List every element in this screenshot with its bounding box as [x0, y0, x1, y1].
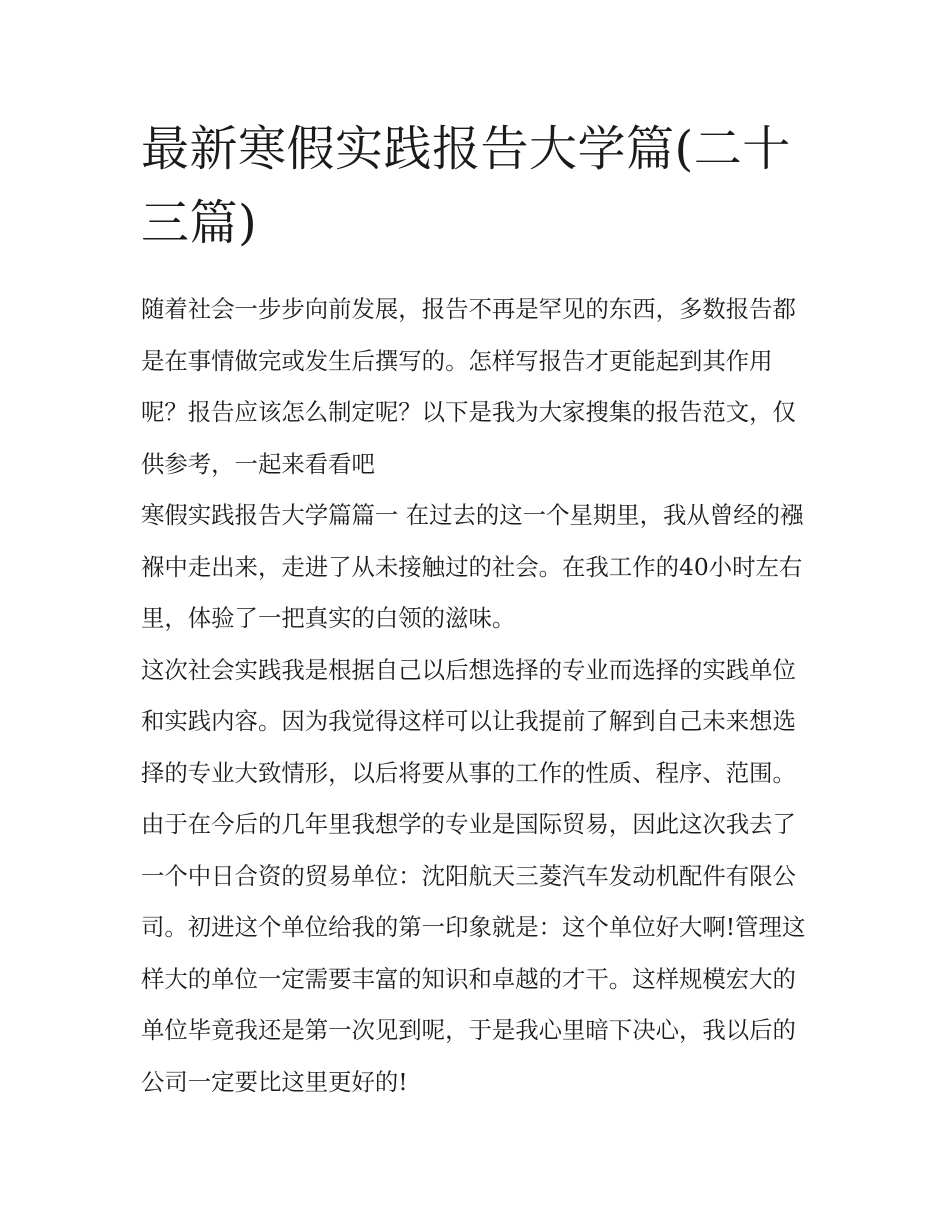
intro-paragraph: 随着社会一步步向前发展，报告不再是罕见的东西，多数报告都是在事情做完或发生后撰写的。怎样写报告才更能起到其作用呢？报告应该怎么制定呢？以下是我为大家搜集的报告范文，仅供参考，一起来看看吧 [141, 295, 796, 478]
document-body [141, 284, 813, 1108]
document-title: 最新寒假实践报告大学篇(二十三篇) [141, 121, 791, 251]
document-content [141, 112, 813, 1108]
practice-paragraph: 这次社会实践我是根据自己以后想选择的专业而选择的实践单位和实践内容。因为我觉得这样可以让我提前了解到自己未来想选择的专业大致情形，以后将要从事的工作的性质、程序、范围。由于在今后的几年里我想学的专业是国际贸易，因此这次我去了一个中日合资的贸易单位：沈阳航天三菱汽车发动机配件有限公司。初进这个单位给我的第一印象就是：这个单位好大啊!管理这样大的单位一定需要丰富的知识和卓越的才干。这样规模宏大的单位毕竟我还是第一次见到呢，于是我心里暗下决心，我以后的公司一定要比这里更好的! [141, 655, 806, 1096]
section-one-paragraph: 寒假实践报告大学篇篇一 在过去的这一个星期里，我从曾经的襁褓中走出来，走进了从未接触过的社会。在我工作的40小时左右里，体验了一把真实的白领的滋味。 [141, 501, 804, 632]
